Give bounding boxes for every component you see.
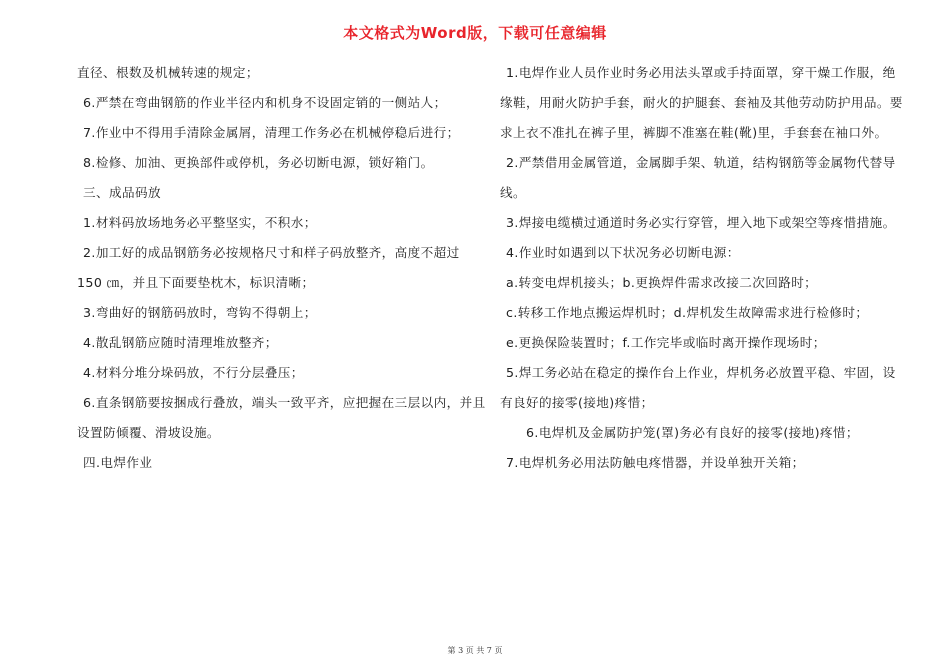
- text-line: 1.电焊作业人员作业时务必用法头罩或手持面罩，穿干燥工作服，绝: [506, 65, 896, 80]
- text-line: a.转变电焊机接头；b.更换焊件需求改接二次回路时；: [506, 275, 818, 290]
- text-line: c.转移工作地点搬运焊机时；d.焊机发生故障需求进行检修时；: [506, 305, 869, 320]
- text-line: 求上衣不准扎在裤子里，裤脚不准塞在鞋(靴)里，手套套在袖口外。: [500, 125, 888, 140]
- document-header-notice: 本文格式为Word版，下载可任意编辑: [343, 24, 607, 42]
- text-line: 2.严禁借用金属管道，金属脚手架、轨道，结构钢筋等金属物代替导: [506, 155, 896, 170]
- left-text-column: [77, 64, 486, 484]
- right-text-column: [500, 64, 903, 484]
- text-line: 8.检修、加油、更换部件或停机，务必切断电源，锁好箱门。: [83, 155, 434, 170]
- text-line: 6.严禁在弯曲钢筋的作业半径内和机身不设固定销的一侧站人；: [83, 95, 447, 110]
- text-line: 有良好的接零(接地)疼惜；: [500, 395, 654, 410]
- text-line: e.更换保险装置时；f.工作完毕或临时离开操作现场时；: [506, 335, 826, 350]
- text-line: 4.材料分堆分垛码放，不行分层叠压；: [83, 365, 304, 380]
- text-line: 4.作业时如遇到以下状况务必切断电源：: [506, 245, 740, 260]
- section-heading: 三、成品码放: [83, 185, 161, 200]
- text-line: 线。: [500, 185, 526, 200]
- text-line: 6.电焊机及金属防护笼(罩)务必有良好的接零(接地)疼惜；: [526, 425, 859, 440]
- text-line: 6.直条钢筋要按捆成行叠放，端头一致平齐，应把握在三层以内，并且: [83, 395, 486, 410]
- section-heading: 四.电焊作业: [83, 455, 153, 470]
- page-number: 第 3 页 共 7 页: [447, 646, 503, 655]
- text-line: 3.弯曲好的钢筋码放时，弯钩不得朝上；: [83, 305, 317, 320]
- text-line: 2.加工好的成品钢筋务必按规格尺寸和样子码放整齐，高度不超过: [83, 245, 460, 260]
- text-line: 3.焊接电缆横过通道时务必实行穿管，埋入地下或架空等疼惜措施。: [506, 215, 896, 230]
- text-line: 直径、根数及机械转速的规定；: [77, 65, 259, 80]
- text-line: 7.电焊机务必用法防触电疼惜器，并设单独开关箱；: [506, 455, 805, 470]
- text-line: 缘鞋，用耐火防护手套，耐火的护腿套、套袖及其他劳动防护用品。要: [500, 95, 903, 110]
- text-line: 150 ㎝，并且下面要垫枕木，标识清晰；: [77, 275, 315, 290]
- text-line: 1.材料码放场地务必平整坚实，不积水；: [83, 215, 317, 230]
- text-line: 5.焊工务必站在稳定的操作台上作业，焊机务必放置平稳、牢固，设: [506, 365, 896, 380]
- text-line: 4.散乱钢筋应随时清理堆放整齐；: [83, 335, 278, 350]
- text-line: 设置防倾覆、滑坡设施。: [77, 425, 220, 440]
- text-line: 7.作业中不得用手清除金属屑，清理工作务必在机械停稳后进行；: [83, 125, 460, 140]
